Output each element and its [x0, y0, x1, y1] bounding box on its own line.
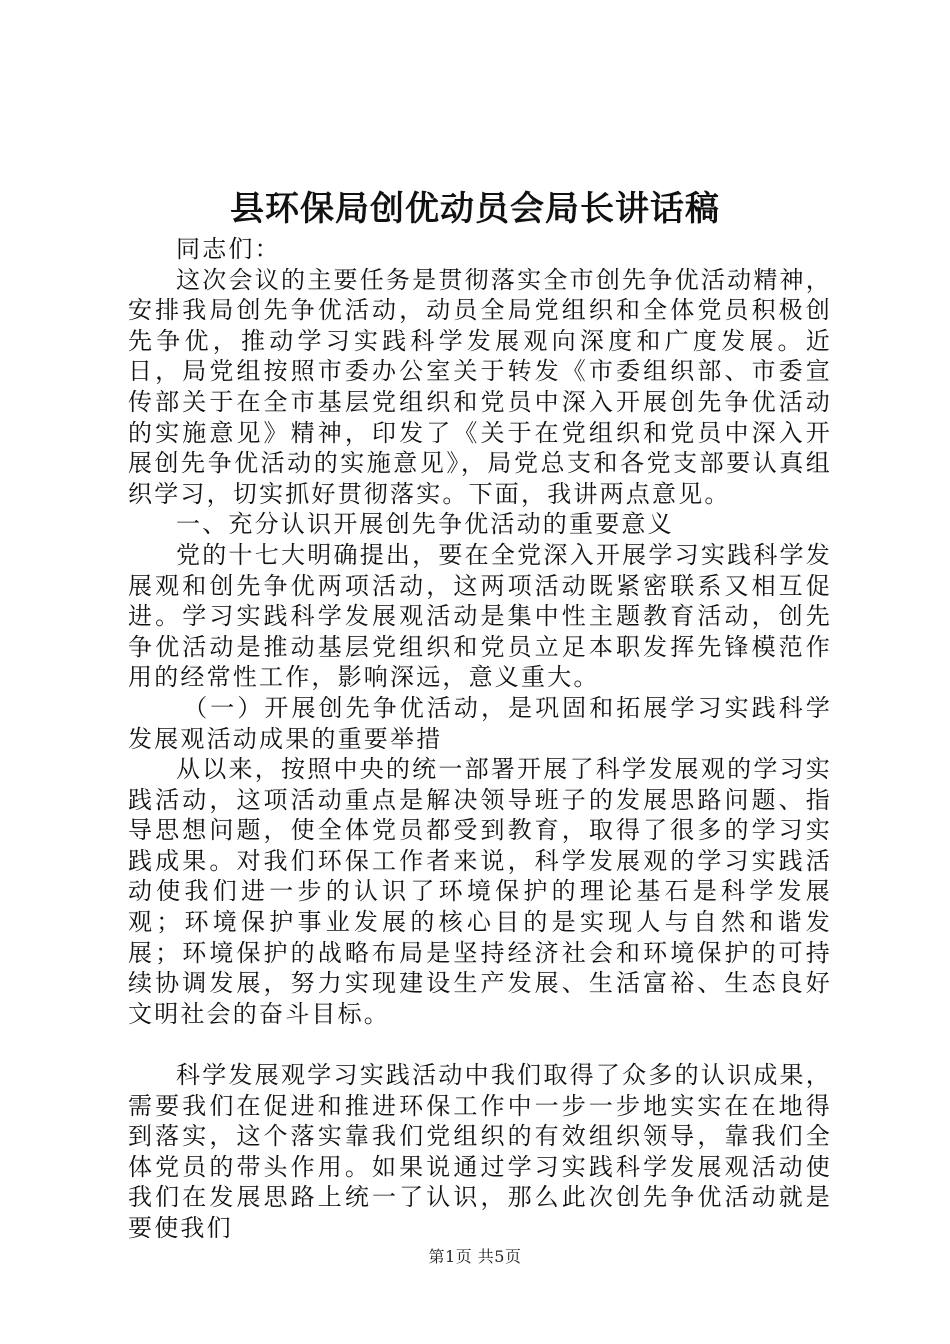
document-title: 县环保局创优动员会局长讲话稿 [230, 189, 720, 229]
page-number: 第1页 共5页 [428, 1247, 522, 1266]
subsection-heading-1: （一）开展创先争优活动，是巩固和拓展学习实践科学发展观活动成果的重要举措 [128, 693, 832, 753]
paragraph-results: 科学发展观学习实践活动中我们取得了众多的认识成果，需要我们在促进和推进环保工作中一步一步地实实在在地得到落实，这个落实靠我们党组织的有效组织领导，靠我们全体党员的带头作用。如果说通过学习实践科学发展观活动使我们在发展思路上统一了认识，那么此次创先争优活动就是要使我们 [128, 1061, 832, 1242]
document-body [128, 234, 832, 1244]
paragraph-practice: 从以来，按照中央的统一部署开展了科学发展观的学习实践活动，这项活动重点是解决领导班子的发展思路问题、指导思想问题，使全体党员都受到教育，取得了很多的学习实践成果。对我们环保工作者来说，科学发展观的学习实践活动使我们进一步的认识了环境保护的理论基石是科学发展观；环境保护事业发展的核心目的是实现人与自然和谐发展；环境保护的战略布局是坚持经济社会和环境保护的可持续协调发展，努力实现建设生产发展、生活富裕、生态良好文明社会的奋斗目标。 [128, 755, 832, 1028]
paragraph-spacer [128, 1029, 832, 1060]
paragraph-intro: 这次会议的主要任务是贯彻落实全市创先争优活动精神，安排我局创先争优活动，动员全局党组织和全体党员积极创先争优，推动学习实践科学发展观向深度和广度发展。近日，局党组按照市委办公室关于转发《市委组织部、市委宣传部关于在全市基层党组织和党员中深入开展创先争优活动的实施意见》精神，印发了《关于在党组织和党员中深入开展创先争优活动的实施意见》，局党总支和各党支部要认真组织学习，切实抓好贯彻落实。下面，我讲两点意见。 [128, 265, 832, 508]
section-heading-1: 一、充分认识开展创先争优活动的重要意义 [176, 510, 674, 539]
salutation: 同志们： [176, 235, 281, 263]
paragraph-significance: 党的十七大明确提出，要在全党深入开展学习实践科学发展观和创先争优两项活动，这两项活动既紧密联系又相互促进。学习实践科学发展观活动是集中性主题教育活动，创先争优活动是推动基层党组织和党员立足本职发挥先锋模范作用的经常性工作，影响深远，意义重大。 [128, 540, 832, 692]
